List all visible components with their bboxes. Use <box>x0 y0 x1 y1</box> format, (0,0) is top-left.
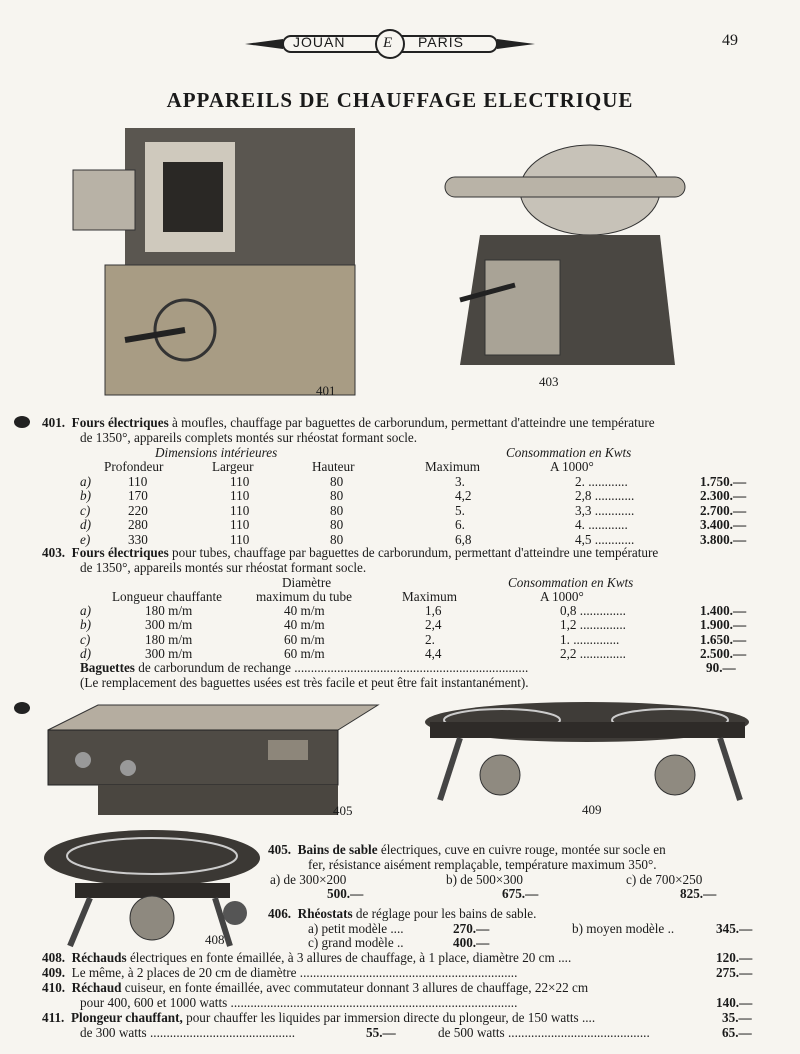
table-403-price: 1.900.— <box>700 617 747 633</box>
table-401-hauteur: 80 <box>330 488 344 504</box>
item-408-number: 408. <box>42 950 66 965</box>
item-411-line2a: de 300 watts ............................................ <box>80 1025 296 1040</box>
table-403-a1000: 2,2 .............. <box>560 646 626 662</box>
table-403-a1000: 1,2 .............. <box>560 617 626 633</box>
col-a1000-403: A 1000° <box>540 589 584 604</box>
table-401-maximum: 6,8 <box>455 531 472 547</box>
tube-furnace-403-image <box>440 135 690 375</box>
table-403-maximum: 1,6 <box>425 603 442 618</box>
logo-monogram: E <box>383 35 393 51</box>
item-410-price: 140.— <box>716 995 753 1010</box>
baguettes-line: Baguettes de carborundum de rechange ....................................................................... <box>80 660 529 675</box>
figure-label-401: 401 <box>316 383 336 398</box>
item-410-desc1: cuiseur, en fonte émaillée, avec commutateur donnant 3 allures de chauffage, 22×22 cm <box>121 980 589 995</box>
table-401-a1000: 3,3 ............ <box>575 502 635 518</box>
table-403-maximum: 2. <box>425 631 435 647</box>
table-401-hauteur: 80 <box>330 474 344 489</box>
hotplate-408-image <box>40 828 265 953</box>
table-401-profondeur: 110 <box>128 474 148 489</box>
item-405-a: a) de 300×200 <box>270 872 347 887</box>
logo-left-text: JOUAN <box>293 34 346 50</box>
figure-label-409: 409 <box>582 802 602 817</box>
item-405-c-price: 825.— <box>680 886 717 901</box>
table-401-profondeur: 280 <box>128 517 148 533</box>
table-401-a1000: 4,5 ............ <box>575 531 635 547</box>
item-406-name: Rhéostats <box>297 906 353 921</box>
item-409-line: 409. Le même, à 2 places de 20 cm de diamètre .................................................................. <box>42 965 518 980</box>
table-401-hauteur: 80 <box>330 531 344 547</box>
col-diametre: Diamètre <box>282 575 332 590</box>
item-409-number: 409. <box>42 965 66 980</box>
table-401-key: d) <box>80 517 91 533</box>
item-411-line1 <box>42 1010 595 1026</box>
item-409-desc: Le même, à 2 places de 20 cm de diamètre <box>71 965 297 980</box>
item-401-line1 <box>42 415 655 431</box>
table-401-profondeur: 220 <box>128 502 148 518</box>
col-diam-tube: maximum du tube <box>256 589 352 604</box>
table-403-diametre: 60 m/m <box>284 646 325 662</box>
logo-right-text: PARIS <box>418 34 464 50</box>
figure-label-403: 403 <box>539 374 559 389</box>
table-401-a1000: 2. ............ <box>575 474 628 489</box>
item-405-a-price: 500.— <box>327 886 364 901</box>
item-406-b-price: 345.— <box>716 921 753 936</box>
figure-label-408: 408 <box>205 932 225 947</box>
item-405-number: 405. <box>268 842 292 857</box>
item-405-name: Bains de sable <box>297 842 378 857</box>
item-411-price2: 55.— <box>366 1025 396 1040</box>
col-a1000: A 1000° <box>550 459 594 474</box>
table-401-key: c) <box>80 502 91 518</box>
table-401-largeur: 110 <box>230 502 250 518</box>
bullet-marker <box>14 702 30 714</box>
item-406-b: b) moyen modèle .. <box>572 921 675 936</box>
item-406-a-price: 270.— <box>453 921 490 936</box>
table-401-price: 3.400.— <box>700 517 747 533</box>
table-403-key: b) <box>80 617 91 633</box>
table-403-longueur: 300 m/m <box>145 646 193 662</box>
table-403-a1000: 0,8 .............. <box>560 603 626 618</box>
sand-bath-405-image <box>38 700 383 820</box>
item-405-desc2: fer, résistance aisément remplaçable, température maximum 350°. <box>308 857 657 872</box>
table-403-diametre: 60 m/m <box>284 631 325 647</box>
item-403-name: Fours électriques <box>71 545 169 560</box>
item-411-line2b: de 500 watts ........................................... <box>438 1025 650 1040</box>
table-401-profondeur: 170 <box>128 488 148 504</box>
table-403-longueur: 180 m/m <box>145 603 193 618</box>
item-406-number: 406. <box>268 906 292 921</box>
table-403-longueur: 300 m/m <box>145 617 193 633</box>
col-largeur: Largeur <box>212 459 254 474</box>
item-403-cons-header: Consommation en Kwts <box>508 575 634 590</box>
table-401-maximum: 5. <box>455 502 465 518</box>
table-401-key: b) <box>80 488 91 504</box>
item-406-c-price: 400.— <box>453 935 490 950</box>
table-401-largeur: 110 <box>230 517 250 533</box>
table-403-maximum: 2,4 <box>425 617 442 633</box>
item-411-number: 411. <box>42 1010 65 1025</box>
table-401-a1000: 2,8 ............ <box>575 488 635 504</box>
item-410-line2: pour 400, 600 et 1000 watts ....................................................................................... <box>80 995 518 1010</box>
baguettes-note: (Le remplacement des baguettes usées est très facile et peut être fait instantanément). <box>80 675 529 690</box>
table-403-price: 2.500.— <box>700 646 747 662</box>
furnace-401-image <box>65 120 365 410</box>
item-411-desc1: pour chauffer les liquides par immersion directe du plongeur, de 150 watts .... <box>182 1010 596 1025</box>
table-403-longueur: 180 m/m <box>145 631 193 647</box>
table-403-key: c) <box>80 631 91 647</box>
table-401-largeur: 110 <box>230 474 250 489</box>
item-405-c: c) de 700×250 <box>626 872 703 887</box>
table-403-price: 1.650.— <box>700 631 747 647</box>
item-401-desc2: de 1350°, appareils complets montés sur rhéostat formant socle. <box>80 430 418 445</box>
table-403-price: 1.400.— <box>700 603 747 618</box>
item-408-price: 120.— <box>716 950 753 965</box>
table-401-key: e) <box>80 531 91 547</box>
item-411-price3: 65.— <box>722 1025 752 1040</box>
table-401-a1000: 4. ............ <box>575 517 628 533</box>
item-410-desc2: pour 400, 600 et 1000 watts <box>80 995 228 1010</box>
bullet-marker <box>14 416 30 428</box>
col-profondeur: Profondeur <box>104 459 164 474</box>
item-410-number: 410. <box>42 980 66 995</box>
item-405-line1 <box>268 842 666 858</box>
table-401-hauteur: 80 <box>330 517 344 533</box>
table-403-maximum: 4,4 <box>425 646 442 662</box>
table-403-diametre: 40 m/m <box>284 617 325 633</box>
item-410-name: Réchaud <box>71 980 122 995</box>
item-411-desc2b: de 500 watts <box>438 1025 505 1040</box>
figure-label-405: 405 <box>333 803 353 818</box>
baguettes-price: 90.— <box>706 660 736 675</box>
page-title: APPAREILS DE CHAUFFAGE ELECTRIQUE <box>166 88 634 112</box>
item-406-desc1: de réglage pour les bains de sable. <box>352 906 537 921</box>
table-401-maximum: 3. <box>455 474 465 489</box>
item-411-name: Plongeur chauffant, <box>70 1010 183 1025</box>
item-401-cons-header: Consommation en Kwts <box>506 445 632 460</box>
table-401-profondeur: 330 <box>128 531 148 547</box>
table-401-largeur: 110 <box>230 488 250 504</box>
table-403-key: a) <box>80 603 91 618</box>
item-405-desc1: électriques, cuve en cuivre rouge, montée sur socle en <box>377 842 666 857</box>
item-403-desc1: pour tubes, chauffage par baguettes de carborundum, permettant d'atteindre une température <box>168 545 659 560</box>
item-409-price: 275.— <box>716 965 753 980</box>
item-405-b: b) de 500×300 <box>446 872 524 887</box>
item-411-price1: 35.— <box>722 1010 752 1025</box>
col-hauteur: Hauteur <box>312 459 355 474</box>
item-406-line1 <box>268 906 536 922</box>
item-410-line1 <box>42 980 588 996</box>
item-403-desc2: de 1350°, appareils montés sur rhéostat formant socle. <box>80 560 367 575</box>
item-406-c: c) grand modèle .. <box>308 935 404 950</box>
baguettes-name: Baguettes <box>80 660 135 675</box>
item-411-desc2a: de 300 watts <box>80 1025 147 1040</box>
item-408-line <box>42 950 571 966</box>
item-401-dim-header: Dimensions intérieures <box>155 445 278 460</box>
col-maximum: Maximum <box>425 459 480 474</box>
table-401-hauteur: 80 <box>330 502 344 518</box>
table-401-price: 3.800.— <box>700 531 747 547</box>
table-401-price: 1.750.— <box>700 474 747 489</box>
table-403-key: d) <box>80 646 91 662</box>
table-401-maximum: 6. <box>455 517 465 533</box>
table-403-diametre: 40 m/m <box>284 603 325 618</box>
double-hotplate-409-image <box>420 700 755 810</box>
col-longueur: Longueur chauffante <box>112 589 222 604</box>
item-408-name: Réchauds <box>71 950 127 965</box>
table-401-price: 2.700.— <box>700 502 747 518</box>
table-401-maximum: 4,2 <box>455 488 472 504</box>
item-401-desc1: à moufles, chauffage par baguettes de carborundum, permettant d'atteindre une température <box>168 415 655 430</box>
col-maximum-403: Maximum <box>402 589 457 604</box>
item-405-b-price: 675.— <box>502 886 539 901</box>
item-406-a: a) petit modèle .... <box>308 921 404 936</box>
item-403-number: 403. <box>42 545 66 560</box>
item-401-number: 401. <box>42 415 66 430</box>
item-408-desc: électriques en fonte émaillée, à 3 allures de chauffage, à 1 place, diamètre 20 cm .... <box>126 950 572 965</box>
table-401-key: a) <box>80 474 91 489</box>
baguettes-desc: de carborundum de rechange <box>134 660 291 675</box>
table-401-price: 2.300.— <box>700 488 747 504</box>
item-401-name: Fours électriques <box>71 415 169 430</box>
page-number: 49 <box>722 32 738 49</box>
table-403-a1000: 1. .............. <box>560 631 620 647</box>
table-401-largeur: 110 <box>230 531 250 547</box>
